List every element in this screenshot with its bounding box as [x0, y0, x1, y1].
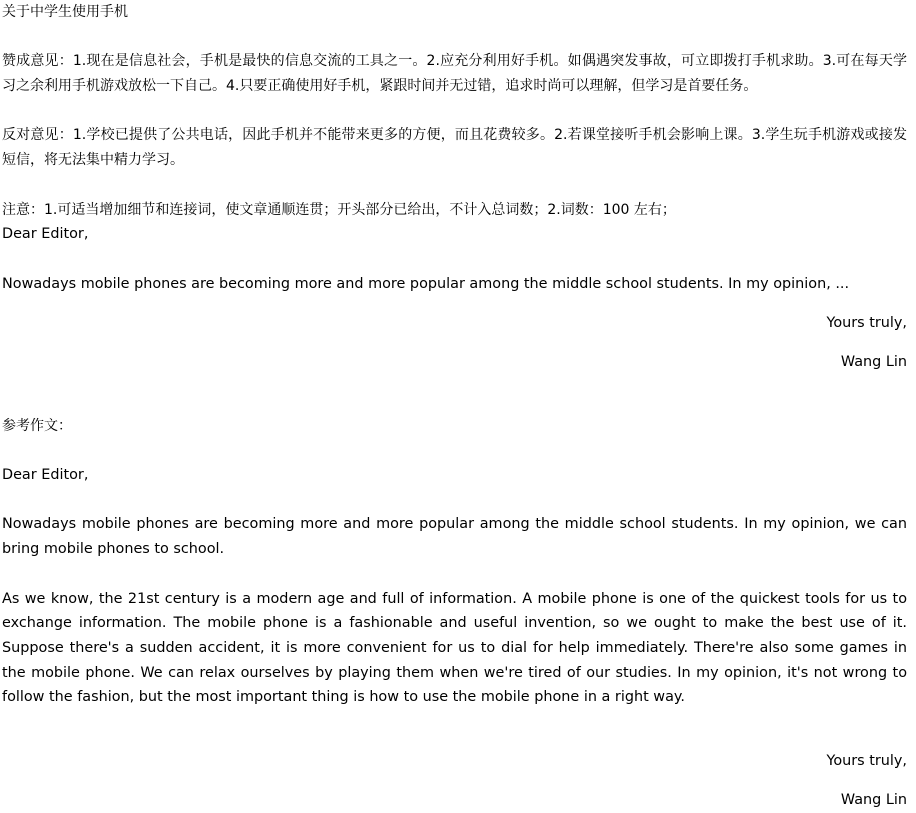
- reference-paragraph-2: As we know, the 21st century is a modern age and full of information. A mobile phone is one of the quickest tools for us to exchange information. The mobile phone is a fashionable and useful invention, so we ought to make the best use of it. Suppose there's a sudden accident, it is more convenient for us to dial for help immediately. There're also some games in the mobile phone. We can relax ourselves by playing them when we're tired of our studies. In my opinion, it's not wrong to follow the fashion, but the most important thing is how to use the mobile phone in a right way.: [2, 590, 907, 706]
- prompt-salutation: Dear Editor,: [2, 226, 89, 243]
- reference-label: 参考作文：: [2, 417, 72, 434]
- pros-paragraph: 赞成意见：1.现在是信息社会，手机是最快的信息交流的工具之一。2.应充分利用好手机。如偶遇突发事故，可立即拨打手机求助。3.可在每天学习之余利用手机游戏放松一下自己。4.只要正确使用好手机，紧跟时间并无过错，追求时尚可以理解，但学习是首要任务。: [2, 53, 907, 95]
- reference-closing: Yours truly,: [826, 753, 907, 770]
- prompt-opening: Nowadays mobile phones are becoming more and more popular among the middle school students. In my opinion, ...: [2, 275, 850, 292]
- prompt-closing: Yours truly,: [826, 314, 907, 331]
- cons-paragraph: 反对意见：1.学校已提供了公共电话，因此手机并不能带来更多的方便，而且花费较多。2.若课堂接听手机会影响上课。3.学生玩手机游戏或接发短信，将无法集中精力学习。: [2, 127, 907, 169]
- spacer: [2, 562, 907, 587]
- spacer: [2, 173, 907, 198]
- page-title: 关于中学生使用手机: [2, 4, 128, 20]
- spacer: [2, 438, 907, 463]
- note-line: 注意：1.可适当增加细节和连接词，使文章通顺连贯；开头部分已给出，不计入总词数；2.词数：100 左右；: [2, 201, 676, 218]
- spacer: [2, 25, 907, 50]
- reference-salutation: Dear Editor,: [2, 467, 89, 484]
- prompt-signature: Wang Lin: [840, 353, 907, 370]
- spacer: [2, 488, 907, 513]
- spacer: [2, 389, 907, 414]
- spacer: [2, 247, 907, 272]
- spacer: [2, 710, 907, 735]
- spacer: [2, 99, 907, 124]
- reference-signature: Wang Lin: [840, 792, 907, 809]
- reference-paragraph-1: Nowadays mobile phones are becoming more and more popular among the middle school students. In my opinion, we can bring mobile phones to school.: [2, 516, 907, 558]
